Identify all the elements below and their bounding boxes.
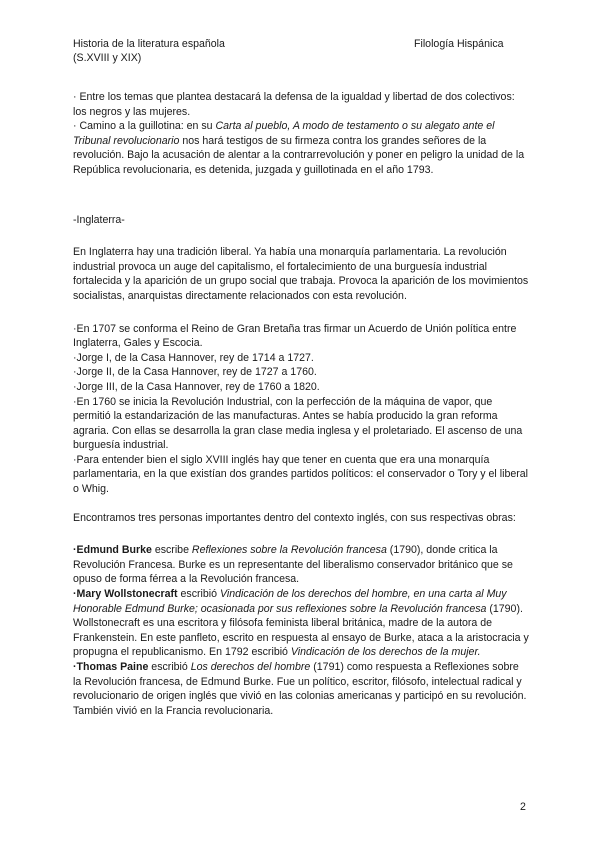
person-paine [73,660,529,718]
header-title [73,37,373,65]
list-item: ·Para entender bien el siglo XVIII inglés hay que tener en cuenta que era una monarquía parlamentaria, en la que existían dos grandes partidos políticos: el conservador o Tory y el liberal o Whig. [73,453,528,496]
wollstonecraft-text-b: (1790). Wollstonecraft es una escritora y filósofa feminista liberal británica, madre de la autora de Frankenstein. En este panfleto, escrito en respuesta al ensayo de Burke, ataca a la aristocracia y propugna el republicanismo. En 1792 escribió [73,602,529,659]
history-list [73,322,529,497]
list-item: ·En 1760 se inicia la Revolución Industrial, con la perfección de la máquina de vapor, que permitió la estandarización de las manufacturas. Antes se había producido la gran reforma agraria. Con ellas se desarrolla la gran clase media inglesa y el proletariado. El ascenso de una burguesía industrial. [73,395,523,452]
person-name: ·Thomas Paine [73,661,149,673]
header-course: Filología Hispánica [414,38,504,50]
page-number: 2 [520,801,526,813]
paine-text-b: (1791) como respuesta a Reflexiones sobre la Revolución francesa, de Edmund Burke. Fue un político, escritor, filósofo, intelectual radical y revolucionario de origen inglés que vivió en las colonias americanas y participó en su revolución. También vivió en la Francia revolucionaria. [73,661,527,717]
burke-work-title: Reflexiones sobre la Revolución francesa [191,544,387,557]
guillotine-text-a: · Camino a la guillotina: en su [73,120,216,133]
person-burke [73,543,529,587]
header-title-line1: Historia de la literatura española [73,38,225,50]
person-name: ·Mary Wollstonecraft [73,588,178,601]
paine-text-a: escribió [148,661,191,673]
person-wollstonecraft [73,587,529,660]
page-body [73,90,529,718]
list-item: ·Jorge II, de la Casa Hannover, rey de 1727 a 1760. [73,366,317,379]
paragraph-guillotine [73,119,529,177]
paragraph-intro: En Inglaterra hay una tradición liberal. Ya había una monarquía parlamentaria. La revolución industrial provoca un auge del capitalismo, el fortalecimiento de una burguesía industrial fortalecida y la aparición de un grupo social que trabaja. Provoca la aparición de los movimientos socialistas, anarquistas directamente relacionados con esta revolución. [73,246,529,302]
guillotine-work-title: Carta al pueblo, A modo de testamento o su alegato ante el Tribunal revolucionario [73,120,495,147]
section-heading-inglaterra: -Inglaterra- [73,213,125,226]
list-item: ·Jorge III, de la Casa Hannover, rey de 1760 a 1820. [73,380,320,393]
paragraph-persons-intro: Encontramos tres personas importantes dentro del contexto inglés, con sus respectivas obras: [73,511,516,524]
burke-text-b: (1790), donde critica la Revolución Francesa. Burke es un representante del liberalismo conservador británico que se opuso de forma férrea a la Revolución francesa. [73,544,513,586]
person-name: ·Edmund Burke [73,544,152,557]
list-item: ·En 1707 se conforma el Reino de Gran Bretaña tras firmar un Acuerdo de Unión política entre Inglaterra, Gales y Escocia. [73,322,517,350]
paragraph-themes: · Entre los temas que plantea destacará la defensa de la igualdad y libertad de dos colectivos: los negros y las mujeres. [73,91,515,118]
wollstonecraft-text-a: escribió [177,588,220,601]
wollstonecraft-work2-title: Vindicación de los derechos de la mujer. [290,646,481,659]
wollstonecraft-work-title: Vindicación de los derechos del hombre, en una carta al Muy Honorable Edmund Burke; ocasionada por sus reflexiones sobre la Revolución francesa [73,588,507,615]
header-title-line2: (S.XVIII y XIX) [73,52,142,64]
list-item: ·Jorge I, de la Casa Hannover, rey de 1714 a 1727. [73,351,314,364]
paine-work-title: Los derechos del hombre [190,661,311,673]
burke-text-a: escribe [151,544,192,557]
guillotine-text-c: nos hará testigos de su firmeza contra los grandes señores de la revolución. Bajo la acusación de alentar a la contrarrevolución y poner en peligro la unidad de la República revolucionaria, es detenida, juzgada y guillotinada en el año 1793. [73,134,525,176]
